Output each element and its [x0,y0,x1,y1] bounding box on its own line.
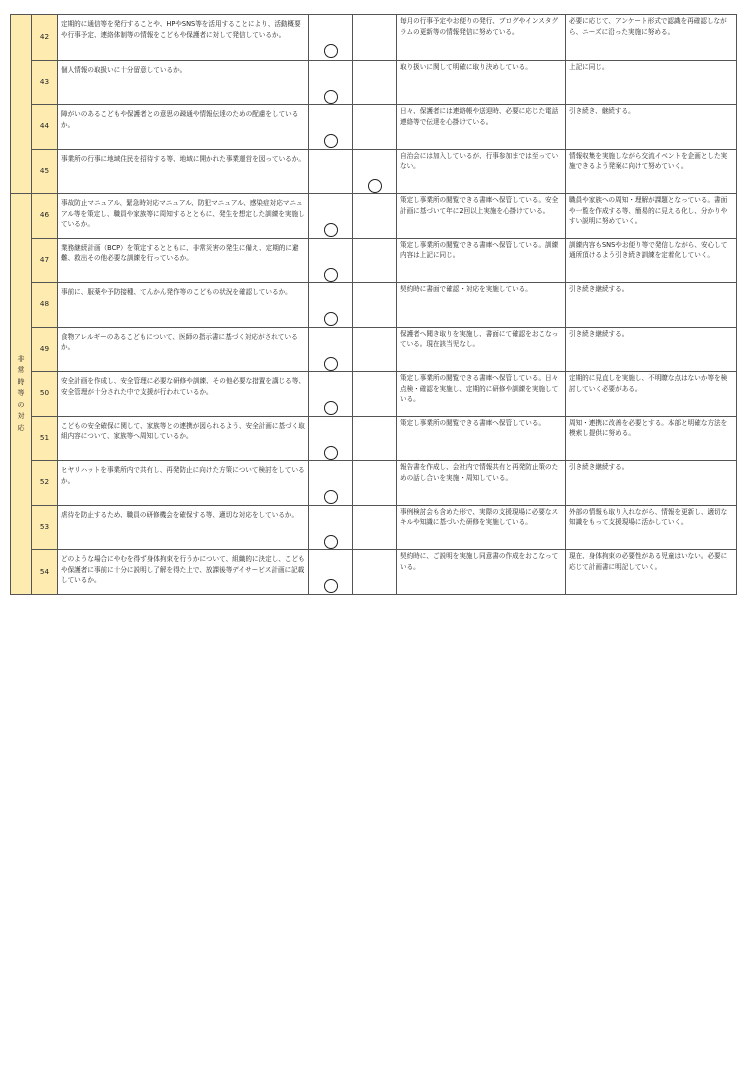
no-mark-cell [353,461,397,506]
question-text: 定期的に通信等を発行することや、HPやSNS等を活用することにより、活動概要や行事予定、連絡体制等の情報をこどもや保護者に対して発信しているか。 [58,15,309,61]
table-row [11,60,737,105]
yes-mark-cell [309,60,353,105]
yes-mark-cell [309,194,353,239]
question-text: 安全計画を作成し、安全管理に必要な研修や訓練、その他必要な措置を講じる等、安全管理が十分された中で支援が行われているか。 [58,372,309,417]
improvement-plan-text: 外部の情報も取り入れながら、情報を更新し、適切な知識をもって支援現場に活かしていく。 [566,505,737,550]
improvement-plan-text: 定期的に見直しを実施し、不明瞭な点はないか等を検討していく必要がある。 [566,372,737,417]
status-text: 保護者へ聞き取りを実施し、書面にて確認をおこなっている。現在該当児なし。 [397,327,566,372]
no-mark-cell [353,416,397,461]
no-mark-cell [353,105,397,150]
improvement-plan-text: 訓練内容もSNSやお便り等で発信しながら、安心して通所頂けるよう引き続き訓練を定着化していく。 [566,238,737,283]
item-number: 44 [32,105,58,150]
yes-mark-cell [309,283,353,328]
yes-mark-cell [309,105,353,150]
status-text: 報告書を作成し、会社内で情報共有と再発防止策のための話し合いを実施・周知している。 [397,461,566,506]
yes-mark-cell [309,15,353,61]
status-text: 日々、保護者には連絡帳や送迎時、必要に応じた電話連絡等で伝達を心掛けている。 [397,105,566,150]
question-text: ヒヤリハットを事業所内で共有し、再発防止に向けた方策について検討をしているか。 [58,461,309,506]
yes-mark-cell [309,149,353,194]
item-number: 46 [32,194,58,239]
category-cell-previous [11,15,32,194]
circle-mark-icon [324,134,338,148]
category-cell-emergency [11,194,32,595]
improvement-plan-text: 現在、身体拘束の必要性がある児童はいない。必要に応じて計画書に明記していく。 [566,550,737,595]
item-number: 47 [32,238,58,283]
item-number: 53 [32,505,58,550]
table-row [11,194,737,239]
no-mark-cell [353,194,397,239]
status-text: 策定し事業所の閲覧できる書庫へ保管している。安全計画に基づいて年に2回以上実施を心掛けている。 [397,194,566,239]
yes-mark-cell [309,238,353,283]
improvement-plan-text: 情報収集を実施しながら交流イベントを企画とした実施できるよう発案に向けて努めていく。 [566,149,737,194]
no-mark-cell [353,505,397,550]
yes-mark-cell [309,550,353,595]
table-row [11,149,737,194]
table-row [11,105,737,150]
question-text: 障がいのあるこどもや保護者との意思の疎通や情報伝達のための配慮をしているか。 [58,105,309,150]
table-row [11,416,737,461]
item-number: 49 [32,327,58,372]
evaluation-table [10,14,737,595]
table-row [11,505,737,550]
table-row [11,327,737,372]
category-char: 等 [17,389,25,398]
question-text: 虐待を防止するため、職員の研修機会を確保する等、適切な対応をしているか。 [58,505,309,550]
question-text: こどもの安全確保に関して、家族等との連携が図られるよう、安全計画に基づく取組内容について、家族等へ周知しているか。 [58,416,309,461]
category-char: の [17,400,25,409]
item-number: 50 [32,372,58,417]
category-char: 非 [17,354,25,363]
category-char: 時 [17,377,25,386]
improvement-plan-text: 上記に同じ。 [566,60,737,105]
circle-mark-icon [368,179,382,193]
yes-mark-cell [309,505,353,550]
no-mark-cell [353,283,397,328]
question-text: 事故防止マニュアル、緊急時対応マニュアル、防犯マニュアル、感染症対応マニュアル等を策定し、職員や家族等に周知するとともに、発生を想定した訓練を実施しているか。 [58,194,309,239]
improvement-plan-text: 引き続き継続する。 [566,327,737,372]
circle-mark-icon [324,357,338,371]
table-row [11,372,737,417]
status-text: 毎月の行事予定やお便りの発行、ブログやインスタグラムの更新等の情報発信に努めている。 [397,15,566,61]
circle-mark-icon [324,535,338,549]
item-number: 45 [32,149,58,194]
yes-mark-cell [309,416,353,461]
item-number: 42 [32,15,58,61]
question-text: 個人情報の取扱いに十分留意しているか。 [58,60,309,105]
question-text: どのような場合にやむを得ず身体拘束を行うかについて、組織的に決定し、こどもや保護者に事前に十分に説明し了解を得た上で、放課後等デイサービス計画に記載しているか。 [58,550,309,595]
no-mark-cell [353,149,397,194]
status-text: 策定し事業所の閲覧できる書庫へ保管している。 [397,416,566,461]
improvement-plan-text: 引き続き継続する。 [566,283,737,328]
item-number: 51 [32,416,58,461]
no-mark-cell [353,60,397,105]
status-text: 自治会には加入しているが、行事参加までは至っていない。 [397,149,566,194]
question-text: 事前に、服薬や予防接種、てんかん発作等のこどもの状況を確認しているか。 [58,283,309,328]
table-row [11,461,737,506]
category-char: 常 [17,366,25,375]
no-mark-cell [353,327,397,372]
circle-mark-icon [324,90,338,104]
status-text: 契約時に、ご説明を実施し同意書の作成をおこなっている。 [397,550,566,595]
question-text: 食物アレルギーのあるこどもについて、医師の指示書に基づく対応がされているか。 [58,327,309,372]
circle-mark-icon [324,490,338,504]
table-row [11,283,737,328]
circle-mark-icon [324,44,338,58]
status-text: 策定し事業所の閲覧できる書庫へ保管している。訓練内容は上記に同じ。 [397,238,566,283]
circle-mark-icon [324,312,338,326]
status-text: 取り扱いに関して明確に取り決めしている。 [397,60,566,105]
item-number: 52 [32,461,58,506]
improvement-plan-text: 職員や家族への周知・理解が課題となっている。書面や一覧を作成する等、簡易的に見える化し、分かりやすい説明に努めていく。 [566,194,737,239]
status-text: 事例検討会も含めた形で、実際の支援現場に必要なスキルや知識に基づいた研修を実施している。 [397,505,566,550]
yes-mark-cell [309,372,353,417]
yes-mark-cell [309,327,353,372]
item-number: 54 [32,550,58,595]
improvement-plan-text: 引き続き、継続する。 [566,105,737,150]
table-row [11,238,737,283]
item-number: 43 [32,60,58,105]
circle-mark-icon [324,401,338,415]
category-char: 対 [17,412,25,421]
table-row [11,550,737,595]
improvement-plan-text: 周知・連携に改善を必要とする。本部と明確な方法を模索し提供に努める。 [566,416,737,461]
no-mark-cell [353,15,397,61]
item-number: 48 [32,283,58,328]
status-text: 策定し事業所の閲覧できる書庫へ保管している。日々点検・確認を実施し、定期的に研修や訓練を実施している。 [397,372,566,417]
circle-mark-icon [324,579,338,593]
no-mark-cell [353,372,397,417]
question-text: 業務継続計画（BCP）を策定するとともに、非常災害の発生に備え、定期的に避難、救出その他必要な訓練を行っているか。 [58,238,309,283]
circle-mark-icon [324,446,338,460]
circle-mark-icon [324,268,338,282]
improvement-plan-text: 必要に応じて、アンケート形式で認識を再確認しながら、ニーズに沿った実施に努める。 [566,15,737,61]
status-text: 契約時に書面で確認・対応を実施している。 [397,283,566,328]
improvement-plan-text: 引き続き継続する。 [566,461,737,506]
no-mark-cell [353,550,397,595]
circle-mark-icon [324,223,338,237]
no-mark-cell [353,238,397,283]
category-char: 応 [17,423,25,432]
table-row [11,15,737,61]
question-text: 事業所の行事に地域住民を招待する等、地域に開かれた事業運営を図っているか。 [58,149,309,194]
yes-mark-cell [309,461,353,506]
